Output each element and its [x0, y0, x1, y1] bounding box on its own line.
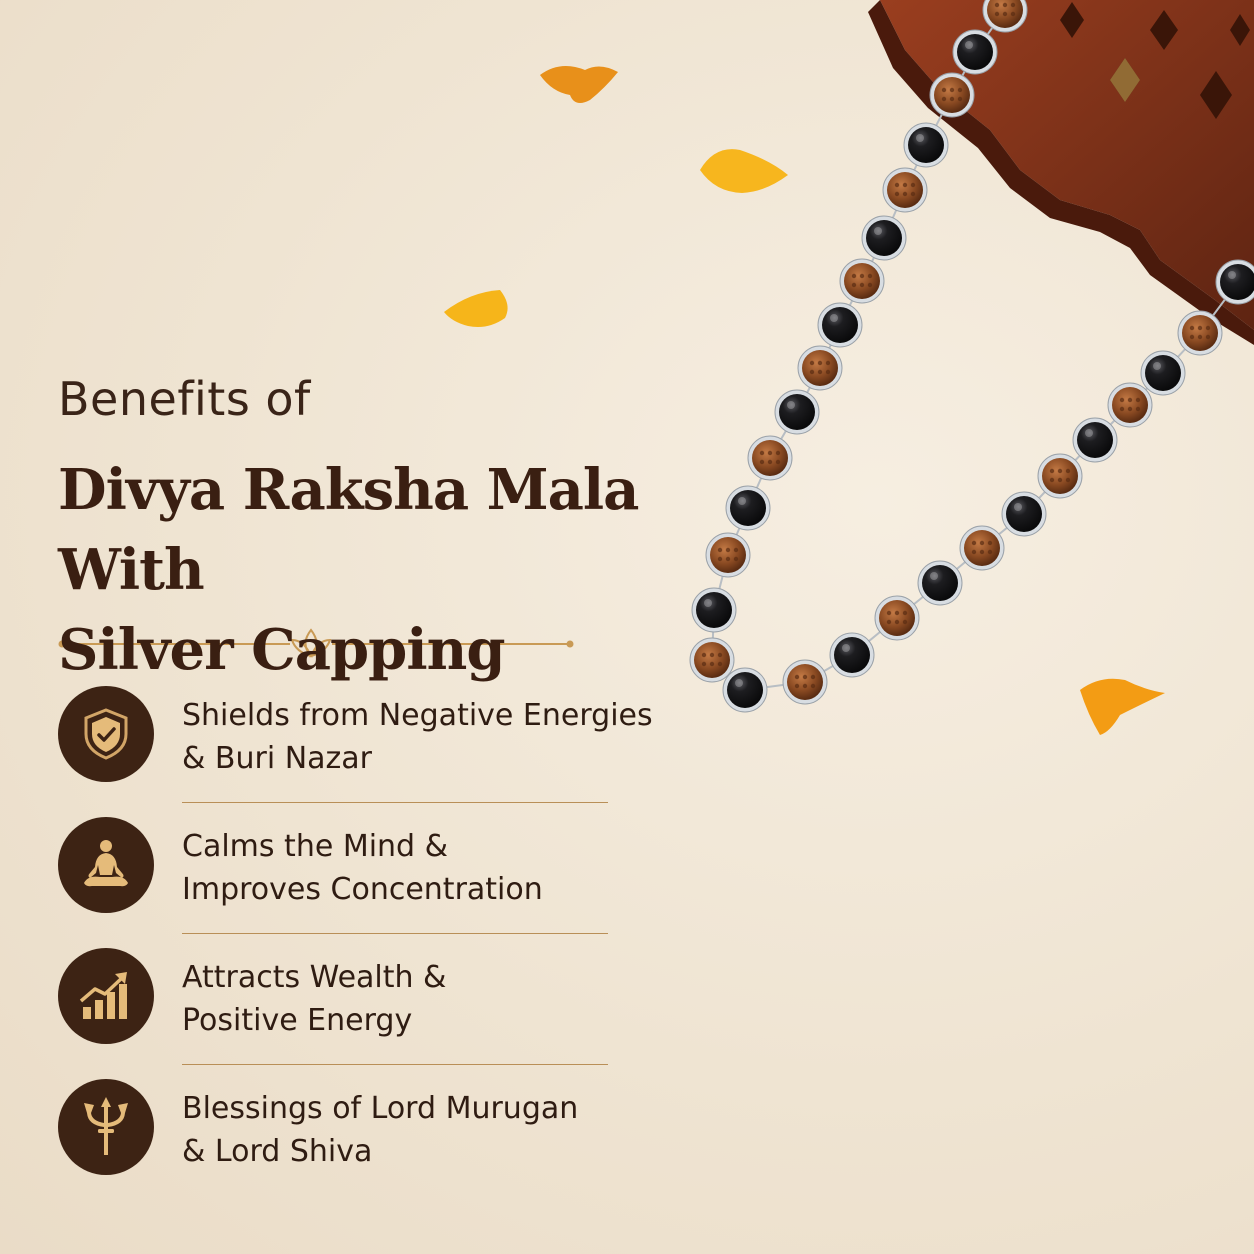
growth-chart-icon	[77, 967, 135, 1025]
benefit-item	[58, 815, 618, 946]
benefit-line: Blessings of Lord Murugan	[182, 1091, 579, 1126]
wooden-stand	[868, 0, 1254, 345]
benefit-text	[182, 825, 682, 911]
separator	[182, 802, 608, 803]
separator	[182, 1064, 608, 1065]
rudraksha-bead	[783, 660, 827, 704]
rudraksha-bead	[1108, 383, 1152, 427]
page-title	[58, 450, 718, 690]
onyx-bead	[904, 123, 948, 167]
onyx-bead	[1141, 351, 1185, 395]
onyx-bead	[830, 633, 874, 677]
benefit-line: Shields from Negative Energies	[182, 698, 653, 733]
onyx-bead	[918, 561, 962, 605]
rudraksha-bead	[798, 346, 842, 390]
benefit-line: Attracts Wealth &	[182, 960, 447, 995]
rudraksha-bead	[1038, 454, 1082, 498]
benefit-line: Improves Concentration	[182, 872, 543, 907]
rudraksha-bead	[748, 436, 792, 480]
icon-badge	[58, 948, 154, 1044]
onyx-bead	[953, 30, 997, 74]
rudraksha-bead	[875, 596, 919, 640]
title-line-1: Divya Raksha Mala With	[58, 457, 639, 603]
benefit-text	[182, 956, 682, 1042]
icon-badge	[58, 817, 154, 913]
benefit-item	[58, 684, 653, 815]
onyx-bead	[818, 303, 862, 347]
benefit-item	[58, 946, 618, 1077]
rudraksha-bead	[930, 73, 974, 117]
onyx-bead	[1002, 492, 1046, 536]
icon-badge	[58, 1079, 154, 1175]
trident-icon	[78, 1095, 134, 1159]
onyx-bead	[726, 486, 770, 530]
benefit-line: & Lord Shiva	[182, 1134, 373, 1169]
onyx-bead	[775, 390, 819, 434]
icon-badge	[58, 686, 154, 782]
onyx-bead	[1073, 418, 1117, 462]
shield-check-icon	[78, 706, 134, 762]
benefits-list	[58, 684, 653, 1208]
title-line-2: Silver Capping	[58, 617, 505, 683]
benefit-text	[182, 694, 682, 780]
pre-title: Benefits of	[58, 372, 311, 426]
meditation-icon	[76, 835, 136, 895]
onyx-bead	[862, 216, 906, 260]
separator	[182, 933, 608, 934]
onyx-bead	[1216, 260, 1254, 304]
benefit-line: & Buri Nazar	[182, 741, 373, 776]
rudraksha-bead	[883, 168, 927, 212]
benefit-item	[58, 1077, 618, 1208]
benefit-line: Calms the Mind &	[182, 829, 449, 864]
benefit-line: Positive Energy	[182, 1003, 413, 1038]
rudraksha-bead	[840, 259, 884, 303]
onyx-bead	[723, 668, 767, 712]
rudraksha-bead	[960, 526, 1004, 570]
benefit-text	[182, 1087, 682, 1173]
rudraksha-bead	[1178, 311, 1222, 355]
